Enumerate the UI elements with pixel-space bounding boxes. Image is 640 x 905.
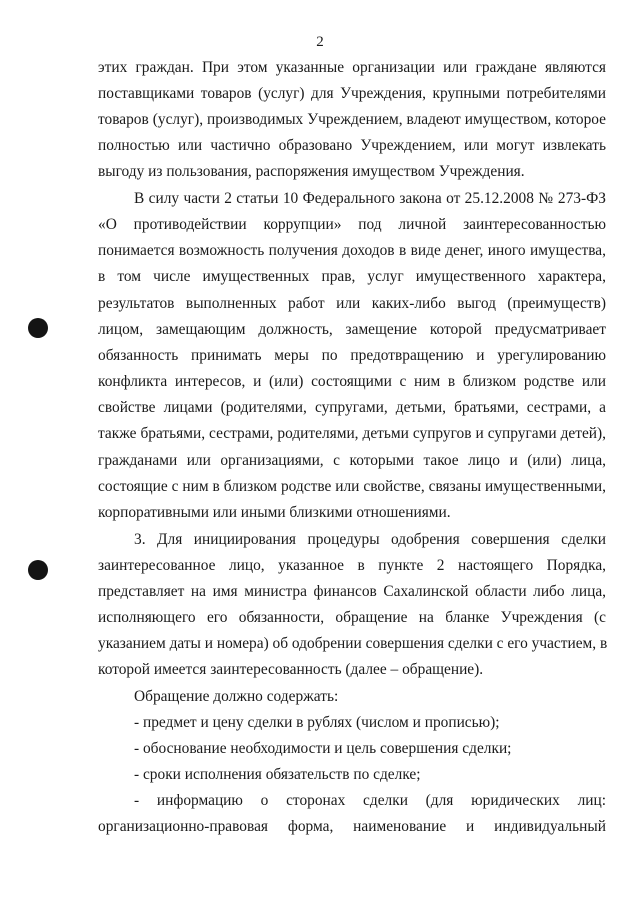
text-line: которой имеется заинтересованность (далее – обращение). <box>98 661 484 678</box>
text-line: выгоду из пользования, распоряжения имуществом Учреждения. <box>98 163 525 180</box>
text-line: 3. Для инициирования процедуры одобрения совершения сделки <box>134 531 606 548</box>
text-line: - предмет и цену сделки в рублях (числом и прописью); <box>134 714 500 731</box>
text-line: свойстве лицами (родителями, супругами, детьми, братьями, сестрами, а <box>98 399 606 416</box>
text-line: в том числе имущественных прав, услуг имущественного характера, <box>98 268 606 285</box>
text-line: заинтересованное лицо, указанное в пункте 2 настоящего Порядка, <box>98 557 606 574</box>
text-line: этих граждан. При этом указанные организации или граждане являются <box>98 59 606 76</box>
text-line: понимается возможность получения доходов в виде денег, иного имущества, <box>98 242 606 259</box>
text-line: полностью или частично образовано Учреждением, или могут извлекать <box>98 137 606 154</box>
text-line: исполняющего его обязанности, обращение на бланке Учреждения (с <box>98 609 606 626</box>
text-line: гражданами или организациями, с которыми такое лицо и (или) лица, <box>98 452 606 469</box>
text-line: также братьями, сестрами, родителями, детьми супругов и супругами детей), <box>98 425 606 442</box>
text-line: результатов выполненных работ или каких-либо выгод (преимуществ) <box>98 295 606 312</box>
text-line: конфликта интересов, и (или) состоящими с ним в близком родстве или <box>98 373 606 390</box>
punch-hole-bottom <box>28 560 48 580</box>
text-line: В силу части 2 статьи 10 Федерального закона от 25.12.2008 № 273-ФЗ <box>134 190 606 207</box>
text-line: Обращение должно содержать: <box>134 688 339 705</box>
text-line: товаров (услуг), производимых Учреждением, владеют имуществом, которое <box>98 111 606 128</box>
text-line: указанием даты и номера) об одобрении совершения сделки с его участием, в <box>98 635 608 652</box>
text-line: - обоснование необходимости и цель совершения сделки; <box>134 740 512 757</box>
text-line: - информацию о сторонах сделки (для юридических лиц: <box>134 792 606 809</box>
text-line: представляет на имя министра финансов Сахалинской области либо лица, <box>98 583 606 600</box>
punch-hole-top <box>28 318 48 338</box>
text-line: «О противодействии коррупции» под личной заинтересованностью <box>98 216 606 233</box>
text-line: состоящие с ним в близком родстве или свойстве, связаны имущественными, <box>98 478 606 495</box>
text-line: организационно-правовая форма, наименование и индивидуальный <box>98 818 606 835</box>
text-line: корпоративными или иными близкими отношениями. <box>98 504 451 521</box>
text-line: обязанность принимать меры по предотвращению и урегулированию <box>98 347 606 364</box>
text-line: поставщиками товаров (услуг) для Учреждения, крупными потребителями <box>98 85 606 102</box>
text-line: - сроки исполнения обязательств по сделке; <box>134 766 421 783</box>
text-line: лицом, замещающим должность, замещение которой предусматривает <box>98 321 606 338</box>
page-number: 2 <box>316 34 324 50</box>
